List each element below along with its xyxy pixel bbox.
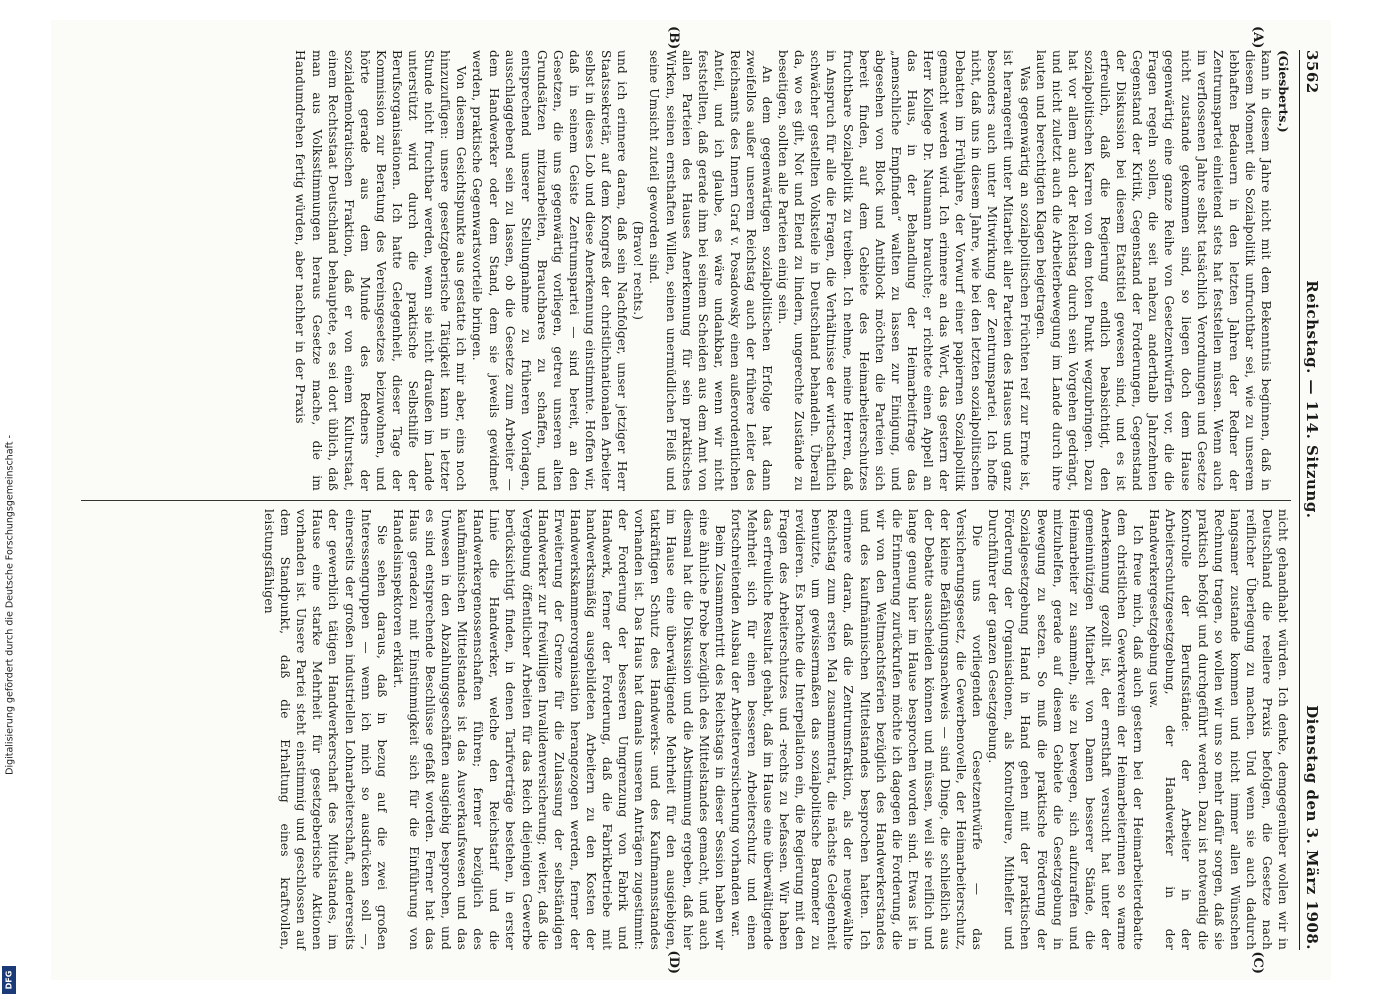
scanned-page	[51, 20, 1331, 980]
margin-marker-a: (A)	[1250, 26, 1265, 49]
session-date: Dienstag den 3. März 1908.	[1303, 705, 1321, 950]
left-column	[81, 26, 1291, 491]
session-title: Reichstag. — 114. Sitzung.	[1303, 280, 1321, 519]
page-header	[1299, 50, 1321, 950]
paragraph: nicht gehandhabt würden. Ich denke, demgegenüber wollen wir in Deutschland die reellere Praxis befolgen, die Gesetze nach reiflicher Überlegung zu machen. Und wenn sie auch dadurch langsamer zustande kommen und nicht immer allen Wünschen Rechnung tragen, so wollen wir uns so mehr dafür sorgen, daß sie praktisch befolgt und durchgeführt werden. Dazu ist notwendig die Kontrolle der Berufsstände: der Arbeiter in der Arbeiterschutzgesetzgebung, der Handwerker in der Handwerkergesetzgebung usw.	[1147, 509, 1290, 950]
paragraph: kann in diesem Jahre nicht mit dem Bekenntnis beginnen, daß in diesem Moment die Sozialpolitik unfruchtbar sei, wie zu unserem lebhaften Bedauern in den letzten Jahren der Redner der Zentrumspartei einleitend stets hat feststellen müssen. Wenn auch im verflossenen Jahre selbst tatsächlich Verordnungen und Gesetze nicht zustande gekommen sind, so liegen doch dem Hause gegenwärtig eine ganze Reihe von Gesetzentwürfen vor, die die Fragen regeln sollen, die seit nahezu anderthalb Jahrzehnten Gegenstand der Kritik, Gegenstand der Forderungen, Gegenstand der Diskussion bei diesem Etatstitel gewesen sind, und es ist erfreulich, daß die Regierung endlich beabsichtigt, den sozialpolitischen Karren von dem toten Punkt wegzubringen. Dazu hat vor allem auch der Reichstag durch sein Vorgehen gedrängt, und nicht zuletzt auch die Arbeiterbewegung im Lande durch ihre lauten und berechtigten Klagen beigetragen.	[1033, 50, 1273, 491]
paragraph: Was gegenwärtig an sozialpolitischen Früchten reif zur Ernte ist, ist herangereift unter Mitarbeit aller Parteien des Hauses und ganz besonders auch unter Mitwirkung der Zentrumspartei. Ich hoffe nicht, daß uns in diesem Jahre, wie bei den letzten sozialpolitischen Debatten im Frühjahre, der Vorwurf einer papiernen Sozialpolitik gemacht werden wird. Ich erinnere an das Wort, das gestern der Herr Kollege Dr. Naumann brauchte; er richtete einen Appell an das Haus, in der Behandlung der Heimarbeitfrage das „menschliche Empfinden“ walten zu lassen zur Einigung, und abgesehen von Block und Antiblock möchten die Parteien sich bereit finden, auf dem Gebiete des Heimarbeiterschutzes fruchtbare Sozialpolitik zu treiben. Ich nehme, meine Herren, daß in Anspruch für alle die Fragen, die Verhältnisse der wirtschaftlich schwächer gestellten Volksteile in Deutschland behandeln. Überall da, wo es gilt, Not und Elend zu lindern, ungerechte Zustände zu beseitigen, sollten alle Parteien einig sein.	[776, 50, 1032, 491]
margin-marker-b: (B)	[666, 26, 681, 50]
page-number: 3562	[1303, 50, 1321, 94]
column-divider	[81, 500, 1291, 501]
paragraph: Die uns vorliegenden Gesetzentwürfe — das Versicherungsgesetz, die Gewerbenovelle, der Heimarbeiterschutz, der kleine Befähigungsnachweis — sind Dinge, die schließlich aus der Debatte ausscheiden können und müssen, weil sie reiflich und lange genug hier im Hause besprochen worden sind. Etwas ist in die Erinnerung zurückrufen möchte ich dagegen die Forderung, die wir von den Weltmachtsferien bezüglich des Handwerkerstandes und des kaufmännischen Mittelstandes besprochen hatten. Ich erinnere daran, daß die Zentrumsfraktion, als der neugewählte Reichstag zum ersten Mal zusammentrat, die nächste Gelegenheit benutzte, um gewissermaßen das sozialpolitische Barometer zu revidieren. Es brachte die Interpellation ein, die Regierung mit den Fragen des Arbeiterschutzes und -rechts zu befassen. Wir haben das erfreuliche Resultat gehabt, daß im Hause eine überwältigende Mehrheit sich für einen besseren Arbeiterschutz und einen fortschreitenden Ausbau der Arbeiterversicherung vorhanden war.	[728, 509, 985, 950]
funding-notice: Digitalisierung gefördert durch die Deutsche Forschungsgemeinschaft -	[4, 435, 16, 775]
right-column	[81, 509, 1291, 974]
paragraph: und ich erinnere daran, daß sein Nachfolger, unser jetziger Herr Staatssekretär, auf dem Kongreß der christlichnationalen Arbeiter selbst in dieses Lob und diese Anerkennung einstimmte. Hoffen wir, daß in seinem Geiste Zentrumspartei — sind bereit, an den Gesetzen, die uns gegenwärtig vorliegen, getreu unseren alten Grundsätzen mitzuarbeiten, Brauchbares zu schaffen, und entsprechend unserer Stellungnahme zu früheren Vorlagen, ausschlaggebend sein zu lassen, ob die Gesetze zum Arbeiter — dem Handwerker oder dem Stand, dem sie jeweils gewidmet werden, praktische Gegenwartsvorteile bringen.	[470, 50, 630, 491]
paragraph: Ich freue mich, daß auch gestern bei der Heimarbeiterdebatte dem christlichen Gewerkverein der Heimarbeiterinnen so warme Anerkennung gezollt ist, der ernsthaft versucht hat unter der gemeinnützigen Mitarbeit von Damen besserer Stände, die Heimarbeiter zu sammeln, sie zu bewegen, sich aufzuraffen und mitzuhelfen, gerade auf diesem Gebiete die Gesetzgebung in Bewegung zu setzen. So muß die praktische Förderung der Sozialgesetzgebung Hand in Hand gehen mit der praktischen Förderung der Organisationen, als Kontrolleure, Mithelfer und Durchführer der ganzen Gesetzgebung.	[986, 509, 1146, 950]
margin-marker-d: (D)	[666, 950, 681, 974]
dfg-logo: DFG	[2, 966, 16, 994]
paragraph: Beim Zusammentritt des Reichstags in dieser Session haben wir eine ähnliche Probe bezüglich des Mittelstandes gemacht, und auch diesmal hat die Diskussion und die Abstimmung ergeben, daß hier im Hause eine überwältigende Mehrheit für den ausgiebigen, tatkräftigen Schutz des Handwerks- und des Kaufmannsstandes vorhanden ist. Das Haus hat damals unseren Anträgen zugestimmt: der Forderung der besseren Umgrenzung von Fabrik und Handwerk, ferner der Forderung, daß die Fabrikbetriebe mit handwerksmäßig ausgebildeten Arbeitern zu den Kosten der Handwerkskammerorganisation herangezogen werden, ferner der Erweiterung der Grenze für die Zulassung der selbständigen Handwerker zur freiwilligen Invalidenversicherung; weiter, daß die Vergebung öffentlicher Arbeiten für das Reich diejenigen Gewerbe berücksichtigt finden, in denen Tarifverträge bestehen, in erster Linie die Handwerker, welche den Reichstarif und die Handwerkergenossenschaften führen; ferner bezüglich des kaufmännischen Mittelstandes ist das Ausverkaufswesen und das Unwesen in den Abzahlungsgeschäften ausgiebig besprochen, und es sind entsprechende Beschlüsse gefaßt worden. Ferner hat das Haus geradezu mit Einstimmigkeit sich für die Einführung von Handelsinspektoren erklärt.	[390, 509, 727, 950]
text-columns	[81, 26, 1291, 974]
interjection: (Bravo! rechts.)	[631, 220, 646, 321]
margin-marker-c: (C)	[1250, 951, 1265, 974]
digitization-footer	[2, 210, 18, 1000]
paragraph: Sie sehen daraus, daß in bezug auf die zwei großen Interessengruppen — wenn ich mich so ausdrücken soll —, einerseits der großen industriellen Lohnarbeiterschaft, andererseits der gewerblich tätigen Handwerkerschaft des Mittelstandes, im Hause eine starke Mehrheit für gesetzgeberische Aktionen vorhanden ist. Unsere Partei steht einstimmig und geschlossen auf dem Standpunkt, daß die Erhaltung eines kraftvollen, leistungsfähigen	[262, 509, 389, 950]
speaker-name: (Giesberts.)	[1276, 50, 1291, 133]
paragraph: Von diesem Gesichtspunkte aus gestatte ich mir aber, eins noch hinzuzufügen: unsere gesetzgeberische Tätigkeit kann in letzter Stunde nicht fruchtbar werden, wenn sie nicht draußen im Lande unterstützt wird durch die praktische Selbsthilfe der Berufsorganisationen. Ich hatte Gelegenheit, dieser Tage der Kommission zur Beratung des Vereinsgesetzes beizuwohnen, und hörte gerade aus dem Munde des Redners der sozialdemokratischen Fraktion, daß er von einem Kulturstaat, einem Rechtsstaat Deutschland behauptete, es sei dort üblich, daß man aus Volksstimmungen heraus Gesetze mache, die im Handumdrehen fertig würden, aber nachher in der Praxis	[293, 50, 469, 491]
paragraph: An dem gegenwärtigen sozialpolitischen Erfolge hat dann zweifellos außer unserem Reichstag auch der frühere Leiter des Reichsamts des Innern Graf v. Posadowsky einen außerordentlichen Anteil, und ich glaube, es wäre undankbar, wenn wir nicht feststellten, daß gerade ihm bei seinem Scheiden aus dem Amt von allen Parteien des Hauses Anerkennung für sein praktisches Wirken, seinen ernsthaften Willen, seinen unermüdlichen Fleiß und seine Umsicht zuteil geworden sind.	[647, 50, 775, 491]
